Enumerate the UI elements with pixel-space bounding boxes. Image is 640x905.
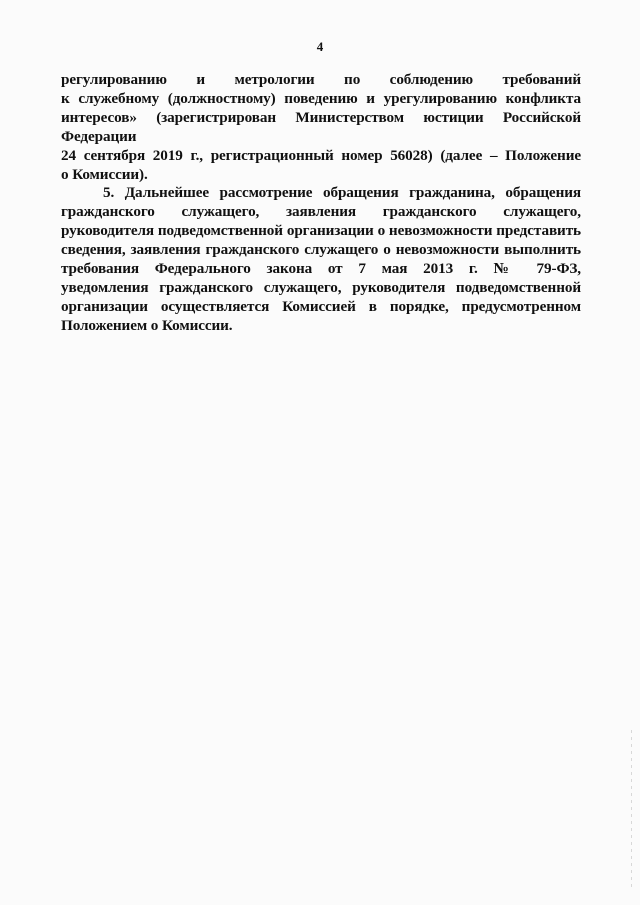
text-line: Положением о Комиссии. [61, 316, 233, 334]
text-line: о Комиссии). [61, 165, 148, 183]
text-line: к служебному (должностному) поведению и урегулированию конфликта [61, 89, 581, 107]
text-line: сведения, заявления гражданского служащего о невозможности выполнить [61, 241, 581, 259]
text-line: требования Федерального закона от 7 мая 2013 г. № 79-ФЗ, [61, 260, 581, 278]
text-line: 24 сентября 2019 г., регистрационный номер 56028) (далее – Положение [61, 146, 581, 164]
text-line: гражданского служащего, заявления гражданского служащего, [61, 203, 581, 221]
text-line: уведомления гражданского служащего, руководителя подведомственной [61, 278, 581, 296]
text-line: руководителя подведомственной организации о невозможности представить [61, 222, 581, 240]
text-line: интересов» (зарегистрирован Министерством юстиции Российской Федерации [61, 108, 581, 145]
text-line: регулированию и метрологии по соблюдению требований [61, 71, 581, 88]
scan-edge-mark [631, 730, 632, 890]
paragraph-5-first-line: 5. Дальнейшее рассмотрение обращения гражданина, обращения [103, 184, 581, 202]
page-number: 4 [316, 39, 324, 54]
document-body-text [61, 71, 581, 336]
text-line: организации осуществляется Комиссией в порядке, предусмотренном [61, 297, 581, 315]
